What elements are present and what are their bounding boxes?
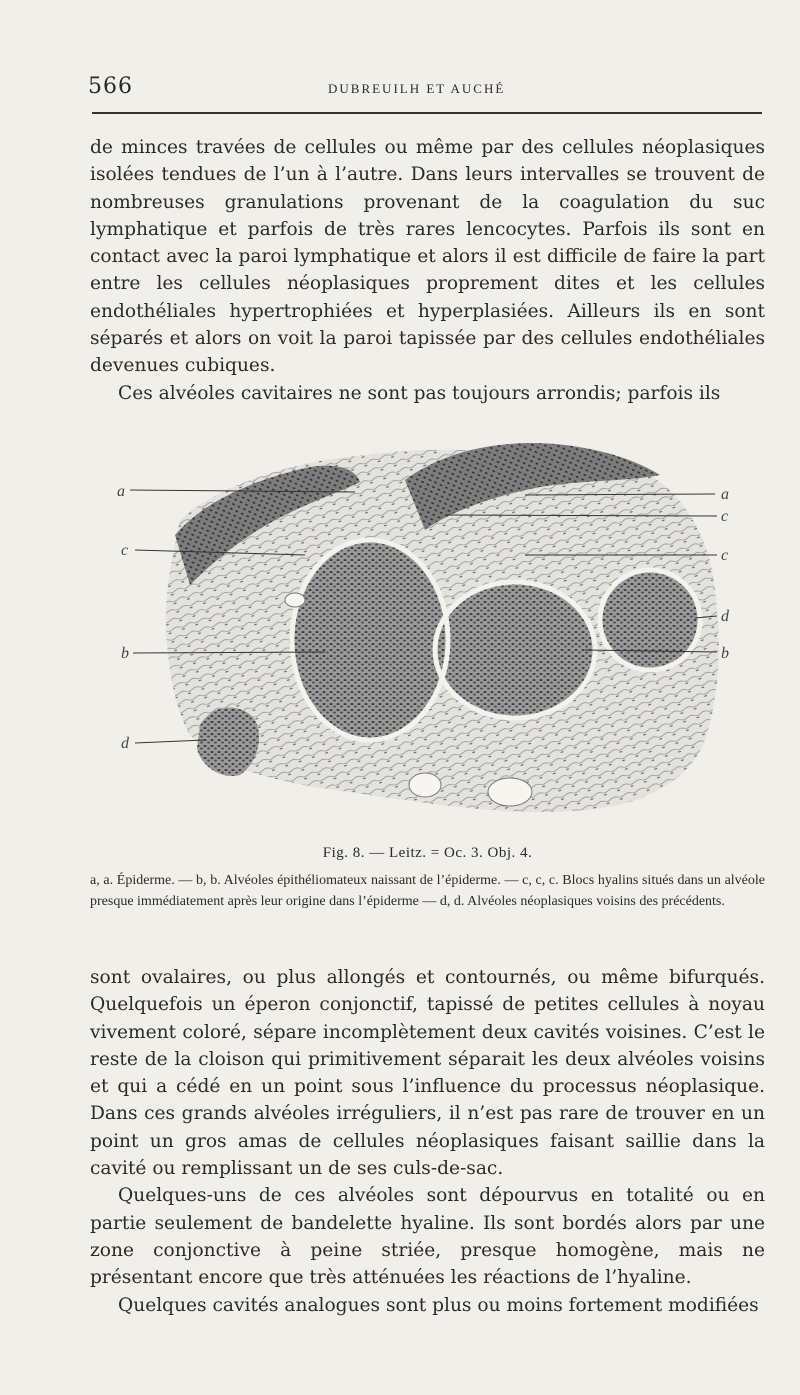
vessel (409, 773, 441, 797)
running-title: DUBREUILH ET AUCHÉ (328, 81, 506, 96)
histology-figure (105, 420, 745, 840)
label-a-right: a (721, 486, 729, 503)
histology-illustration (105, 420, 745, 840)
body-text-top (90, 134, 765, 407)
header-rule (92, 112, 762, 114)
vessel (285, 593, 305, 607)
label-d-right: d (721, 608, 729, 625)
label-c-right-1: c (721, 508, 729, 525)
paragraph: Quelques cavités analogues sont plus ou moins fortement modifiées (118, 1294, 759, 1316)
paragraph: Quelques-uns de ces alvéoles sont dépourvus en totalité ou en partie seulement de bandelette hyaline. Ils sont bordés alors par une zone conjonctive à peine striée, presque homogène, mais ne présentant encore que très atténuées les réactions de l’hyaline. (90, 1185, 765, 1289)
label-d-left: d (121, 735, 129, 752)
figure-caption-title: Fig. 8. — Leitz. = Oc. 3. Obj. 4. (322, 845, 533, 861)
running-head (88, 74, 760, 104)
paragraph: Ces alvéoles cavitaires ne sont pas toujours arrondis; parfois ils (118, 382, 721, 404)
page-number: 566 (88, 74, 133, 99)
label-c-right-2: c (721, 547, 729, 564)
label-b-right: b (721, 645, 729, 662)
vessel (488, 778, 532, 806)
paragraph-continuation: sont ovalaires, ou plus allongés et contournés, ou même bifurqués. Quelquefois un éperon conjonctif, tapissé de petites cellules à noyau vivement coloré, sépare incomplètement deux cavités voisines. C’est le reste de la cloison qui primitivement séparait les deux alvéoles voisins et qui a cédé en un point sous l’influence du processus néoplasique. Dans ces grands alvéoles irréguliers, il n’est pas rare de trouver en un point un gros amas de cellules néoplasiques faisant saillie dans la cavité ou remplissant un de ses culs-de-sac. (90, 967, 765, 1180)
label-c-left: c (121, 542, 129, 559)
figure-caption-legend: a, a. Épiderme. — b, b. Alvéoles épithéliomateux naissant de l’épiderme. — c, c, c. Blocs hyalins situés dans un alvéole presque immédiatement après leur origine dans l’épiderme — d, d. Alvéoles néoplasiques voisins des précédents. (90, 873, 765, 909)
label-b-left: b (121, 645, 129, 662)
paragraph-continuation: de minces travées de cellules ou même par des cellules néoplasiques isolées tendues de l’un à l’autre. Dans leurs intervalles se trouvent de nombreuses granulations provenant de la coagulation du suc lymphatique et parfois de très rares lencocytes. Parfois ils sont en contact avec la paroi lymphatique et alors il est difficile de faire la part entre les cellules néoplasiques proprement dites et les cellules endothéliales hypertrophiées et hyperplasiées. Ailleurs ils en sont séparés et alors on voit la paroi tapissée par des cellules endothéliales devenues cubiques. (90, 137, 765, 377)
label-a-left: a (117, 483, 125, 500)
body-text-bottom (90, 964, 765, 1319)
